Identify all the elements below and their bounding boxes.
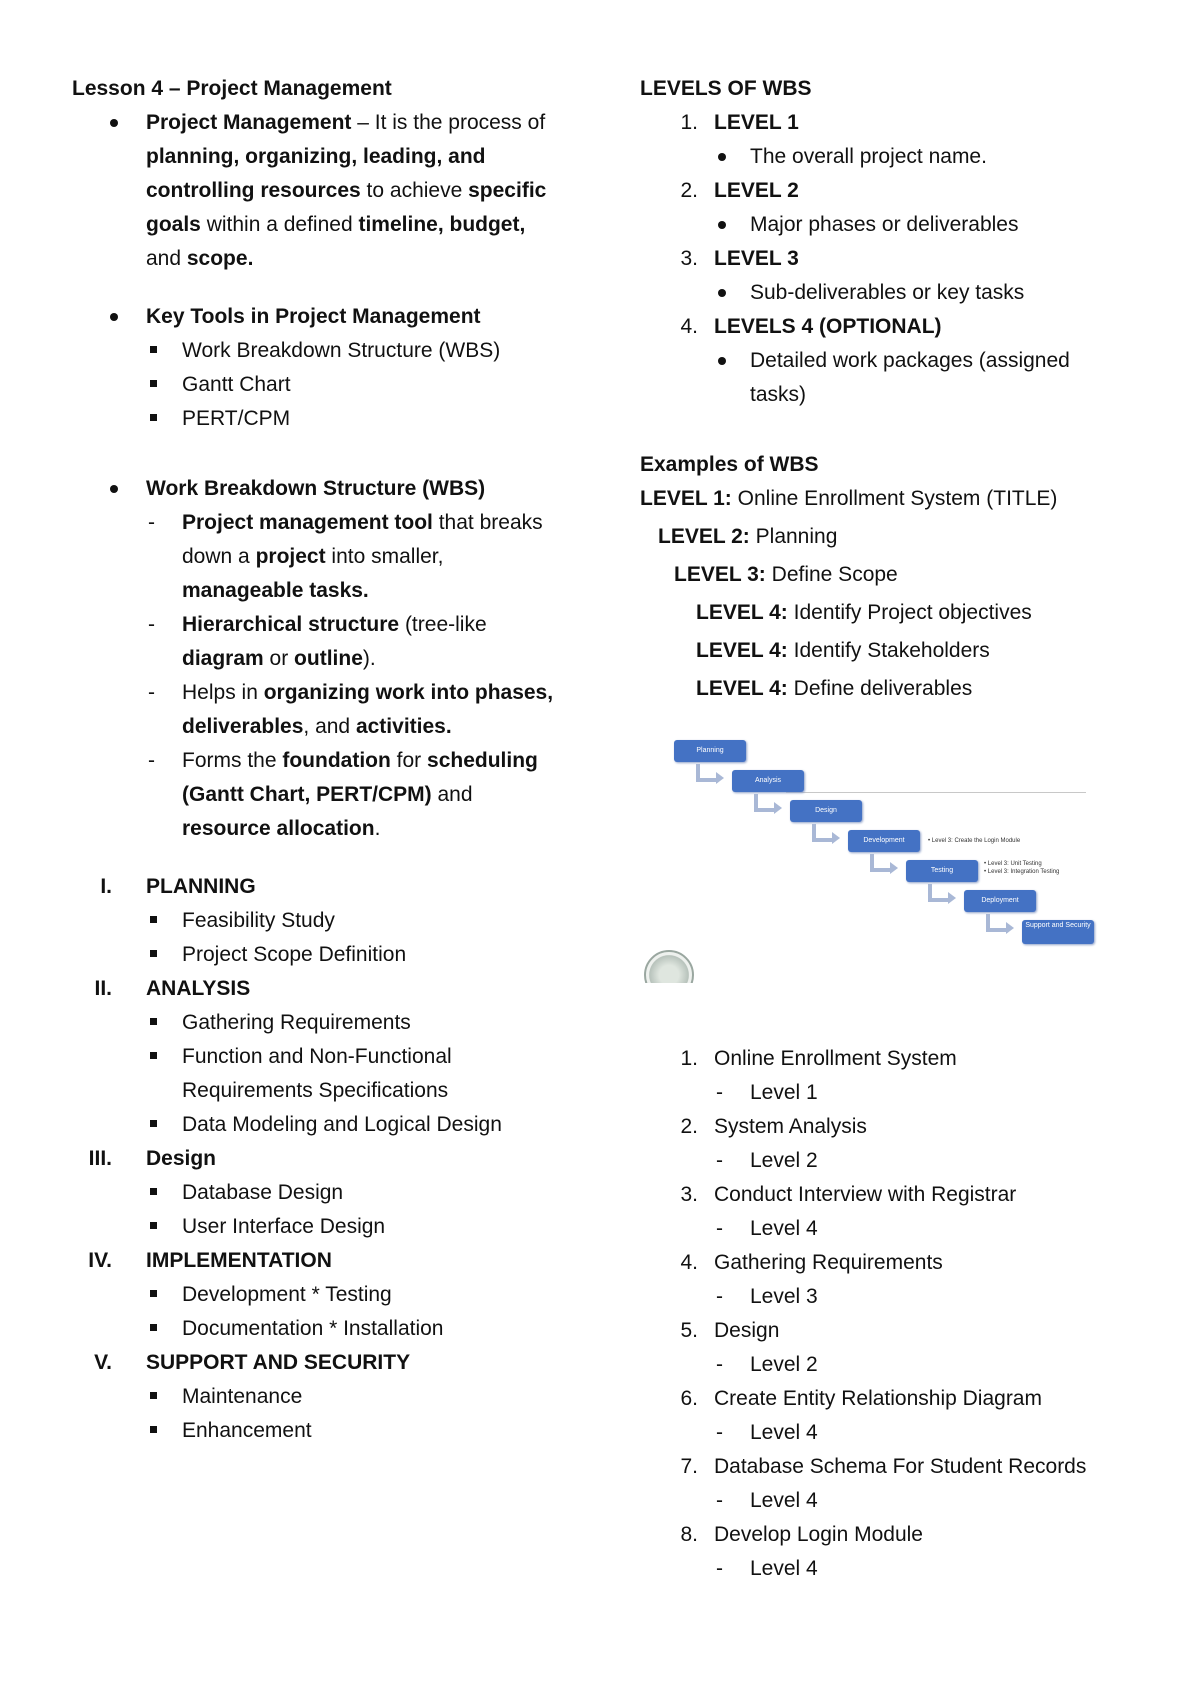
dash-bullet-icon: - — [716, 1285, 723, 1308]
phase-name: Design — [146, 1147, 217, 1170]
square-bullet-icon — [150, 414, 157, 421]
list-number: 8. — [680, 1523, 698, 1546]
task-level: Level 4 — [750, 1489, 818, 1512]
level-key: LEVEL 1: — [640, 487, 732, 510]
square-bullet-icon — [150, 1188, 157, 1195]
arrow-icon — [928, 884, 948, 902]
dash-bullet-icon: - — [716, 1353, 723, 1376]
task-level: Level 4 — [750, 1557, 818, 1580]
list-number: 6. — [680, 1387, 698, 1410]
list-item: User Interface Design — [182, 1215, 386, 1238]
list-item: Database Design — [182, 1181, 344, 1204]
list-number: 1. — [680, 111, 698, 134]
list-item: Requirements Specifications — [182, 1079, 449, 1102]
phase-design — [72, 1142, 592, 1176]
wbs-text: manageable tasks. — [182, 579, 369, 602]
square-bullet-icon — [150, 1324, 157, 1331]
level-value: Online Enrollment System (TITLE) — [731, 487, 1058, 510]
wbs-text: project — [255, 545, 326, 568]
wbs-text: Hierarchical structure — [182, 613, 400, 636]
list-number: 2. — [680, 179, 698, 202]
square-bullet-icon — [150, 1052, 157, 1059]
wbs-text: Helps in — [182, 681, 264, 704]
diagram-note: • Level 3: Create the Login Module — [928, 838, 1021, 844]
phase-planning — [72, 870, 592, 904]
square-bullet-icon — [150, 1018, 157, 1025]
wbs-text: foundation — [282, 749, 391, 772]
square-bullet-icon — [150, 1290, 157, 1297]
definition-text: – It is the process of — [351, 111, 546, 134]
list-number: 2. — [680, 1115, 698, 1138]
square-bullet-icon — [150, 1222, 157, 1229]
task-level: Level 2 — [750, 1353, 818, 1376]
bullet-icon — [718, 357, 726, 365]
wbs-text: scheduling — [427, 749, 538, 772]
list-item: PERT/CPM — [182, 407, 291, 430]
dash-bullet-icon: - — [148, 511, 155, 534]
wbs-text: (tree-like — [399, 613, 487, 636]
bullet-icon — [718, 153, 726, 161]
phase-name: PLANNING — [146, 875, 256, 898]
list-number: 3. — [680, 247, 698, 270]
list-number: 1. — [680, 1047, 698, 1070]
task-level: Level 1 — [750, 1081, 818, 1104]
arrow-icon — [948, 892, 956, 904]
wbs-text: and — [431, 783, 473, 806]
task-name: Create Entity Relationship Diagram — [714, 1387, 1042, 1410]
diagram-note: • Level 3: Unit Testing — [984, 861, 1042, 867]
level-value: Identify Stakeholders — [787, 639, 990, 662]
key-tools-heading: Key Tools in Project Management — [146, 305, 481, 328]
square-bullet-icon — [150, 1426, 157, 1433]
wbs-heading: Work Breakdown Structure (WBS) — [146, 477, 486, 500]
wbs-text: . — [374, 817, 381, 840]
arrow-icon — [774, 802, 782, 814]
square-bullet-icon — [150, 380, 157, 387]
examples-block — [640, 482, 1160, 706]
diagram-note: • Level 3: Integration Testing — [984, 869, 1060, 875]
level-value: Define Scope — [765, 563, 898, 586]
phase-implementation — [72, 1244, 592, 1278]
wbs-text: diagram — [182, 647, 264, 670]
phase-name: ANALYSIS — [146, 977, 251, 1000]
definition-term: Project Management — [146, 111, 352, 134]
dash-bullet-icon: - — [716, 1081, 723, 1104]
dash-bullet-icon: - — [716, 1489, 723, 1512]
left-column — [72, 72, 592, 1448]
bullet-icon — [110, 119, 118, 127]
level-name: LEVEL 2 — [714, 179, 799, 202]
list-item: Gantt Chart — [182, 373, 291, 396]
wbs-text: activities. — [355, 715, 452, 738]
level-key: LEVEL 2: — [658, 525, 750, 548]
list-item: Maintenance — [182, 1385, 303, 1408]
diagram-box-support: Support and Security — [1022, 920, 1094, 944]
definition-text: controlling resources — [146, 179, 361, 202]
level-key: LEVEL 4: — [696, 639, 788, 662]
level-desc: tasks) — [750, 383, 807, 406]
wbs-text: , and — [303, 715, 356, 738]
list-item: Function and Non-Functional — [182, 1045, 452, 1068]
level-value: Planning — [749, 525, 838, 548]
definition-text: and — [146, 247, 187, 270]
task-name: Develop Login Module — [714, 1523, 923, 1546]
arrow-icon — [812, 824, 832, 842]
bullet-icon — [110, 485, 118, 493]
diagram-box-design: Design — [790, 800, 862, 822]
level-desc: Detailed work packages (assigned — [750, 349, 1070, 372]
list-item: Feasibility Study — [182, 909, 335, 932]
dash-bullet-icon: - — [148, 613, 155, 636]
task-name: System Analysis — [714, 1115, 867, 1138]
level-value: Identify Project objectives — [787, 601, 1032, 624]
wbs-text: organizing work into phases, — [263, 681, 554, 704]
levels-title: LEVELS OF WBS — [640, 77, 812, 100]
bullet-icon — [718, 289, 726, 297]
wbs-text: down a — [182, 545, 256, 568]
bullet-icon — [718, 221, 726, 229]
task-name: Design — [714, 1319, 780, 1342]
phase-name: SUPPORT AND SECURITY — [146, 1351, 411, 1374]
level-key: LEVEL 4: — [696, 677, 788, 700]
task-level: Level 2 — [750, 1149, 818, 1172]
level-key: LEVEL 3: — [674, 563, 766, 586]
level-name: LEVEL 1 — [714, 111, 799, 134]
arrow-icon — [696, 764, 716, 782]
wbs-text: that breaks — [432, 511, 543, 534]
phase-support — [72, 1346, 592, 1380]
task-name: Gathering Requirements — [714, 1251, 943, 1274]
diagram-box-planning: Planning — [674, 740, 746, 762]
wbs-text: outline — [294, 647, 363, 670]
dash-bullet-icon: - — [148, 749, 155, 772]
examples-title: Examples of WBS — [640, 453, 819, 476]
list-number: 7. — [680, 1455, 698, 1478]
list-number: 4. — [680, 1251, 698, 1274]
bullet-icon — [110, 313, 118, 321]
level-desc: Sub-deliverables or key tasks — [750, 281, 1025, 304]
definition-text: specific — [468, 179, 547, 202]
task-name: Online Enrollment System — [714, 1047, 957, 1070]
phase-numeral: II. — [94, 977, 112, 1000]
wbs-block — [72, 472, 592, 846]
phase-numeral: III. — [88, 1147, 112, 1170]
wbs-text: into smaller, — [325, 545, 444, 568]
level-value: Define deliverables — [787, 677, 973, 700]
dash-bullet-icon: - — [716, 1149, 723, 1172]
key-tools-block — [72, 300, 592, 436]
task-name: Database Schema For Student Records — [714, 1455, 1087, 1478]
wbs-text: (Gantt Chart, PERT/CPM) — [182, 783, 432, 806]
diagram-box-testing: Testing — [906, 860, 978, 882]
definition-block — [72, 106, 592, 276]
list-item: Documentation * Installation — [182, 1317, 444, 1340]
wbs-text: deliverables — [182, 715, 304, 738]
task-level: Level 4 — [750, 1421, 818, 1444]
level-name: LEVELS 4 (OPTIONAL) — [714, 315, 942, 338]
square-bullet-icon — [150, 950, 157, 957]
arrow-icon — [832, 832, 840, 844]
diagram-box-deployment: Deployment — [964, 890, 1036, 912]
list-item: Enhancement — [182, 1419, 312, 1442]
level-name: LEVEL 3 — [714, 247, 799, 270]
square-bullet-icon — [150, 1392, 157, 1399]
dash-bullet-icon: - — [716, 1557, 723, 1580]
phase-numeral: I. — [100, 875, 112, 898]
divider-line — [786, 792, 1086, 793]
phase-analysis — [72, 972, 592, 1006]
phases-list — [72, 870, 592, 1448]
dash-bullet-icon: - — [716, 1217, 723, 1240]
definition-text: planning, organizing, leading, and — [146, 145, 486, 168]
definition-text: within a defined — [200, 213, 359, 236]
task-level: Level 4 — [750, 1217, 818, 1240]
list-item: Gathering Requirements — [182, 1011, 411, 1034]
definition-text: to achieve — [360, 179, 469, 202]
diagram-box-analysis: Analysis — [732, 770, 804, 792]
definition-text: scope. — [186, 247, 254, 270]
levels-list — [640, 106, 1160, 412]
list-number: 4. — [680, 315, 698, 338]
dash-bullet-icon: - — [148, 681, 155, 704]
definition-text: timeline, budget, — [358, 213, 526, 236]
square-bullet-icon — [150, 346, 157, 353]
dash-bullet-icon: - — [716, 1421, 723, 1444]
arrow-icon — [870, 854, 890, 872]
wbs-text: or — [263, 647, 295, 670]
arrow-icon — [716, 772, 724, 784]
arrow-icon — [754, 794, 774, 812]
wbs-text: Project management tool — [182, 511, 433, 534]
phase-numeral: IV. — [88, 1249, 112, 1272]
definition-text: goals — [146, 213, 201, 236]
diagram-box-development: Development — [848, 830, 920, 852]
task-level: Level 3 — [750, 1285, 818, 1308]
wbs-text: Forms the — [182, 749, 283, 772]
level-desc: Major phases or deliverables — [750, 213, 1019, 236]
list-number: 3. — [680, 1183, 698, 1206]
square-bullet-icon — [150, 916, 157, 923]
task-name: Conduct Interview with Registrar — [714, 1183, 1017, 1206]
wbs-staircase-diagram — [646, 732, 1106, 992]
arrow-icon — [1006, 922, 1014, 934]
list-item: Work Breakdown Structure (WBS) — [182, 339, 501, 362]
level-key: LEVEL 4: — [696, 601, 788, 624]
list-item: Project Scope Definition — [182, 943, 407, 966]
list-item: Data Modeling and Logical Design — [182, 1113, 502, 1136]
wbs-text: resource allocation — [182, 817, 375, 840]
list-number: 5. — [680, 1319, 698, 1342]
lesson-title: Lesson 4 – Project Management — [72, 77, 392, 100]
phase-numeral: V. — [94, 1351, 112, 1374]
list-item: Development * Testing — [182, 1283, 392, 1306]
arrow-icon — [890, 862, 898, 874]
arrow-icon — [986, 914, 1006, 932]
level-desc: The overall project name. — [750, 145, 987, 168]
phase-name: IMPLEMENTATION — [146, 1249, 332, 1272]
wbs-text: ). — [362, 647, 376, 670]
right-column — [640, 72, 1160, 1586]
wbs-text: for — [390, 749, 428, 772]
square-bullet-icon — [150, 1120, 157, 1127]
example-task-list — [640, 1042, 1160, 1586]
